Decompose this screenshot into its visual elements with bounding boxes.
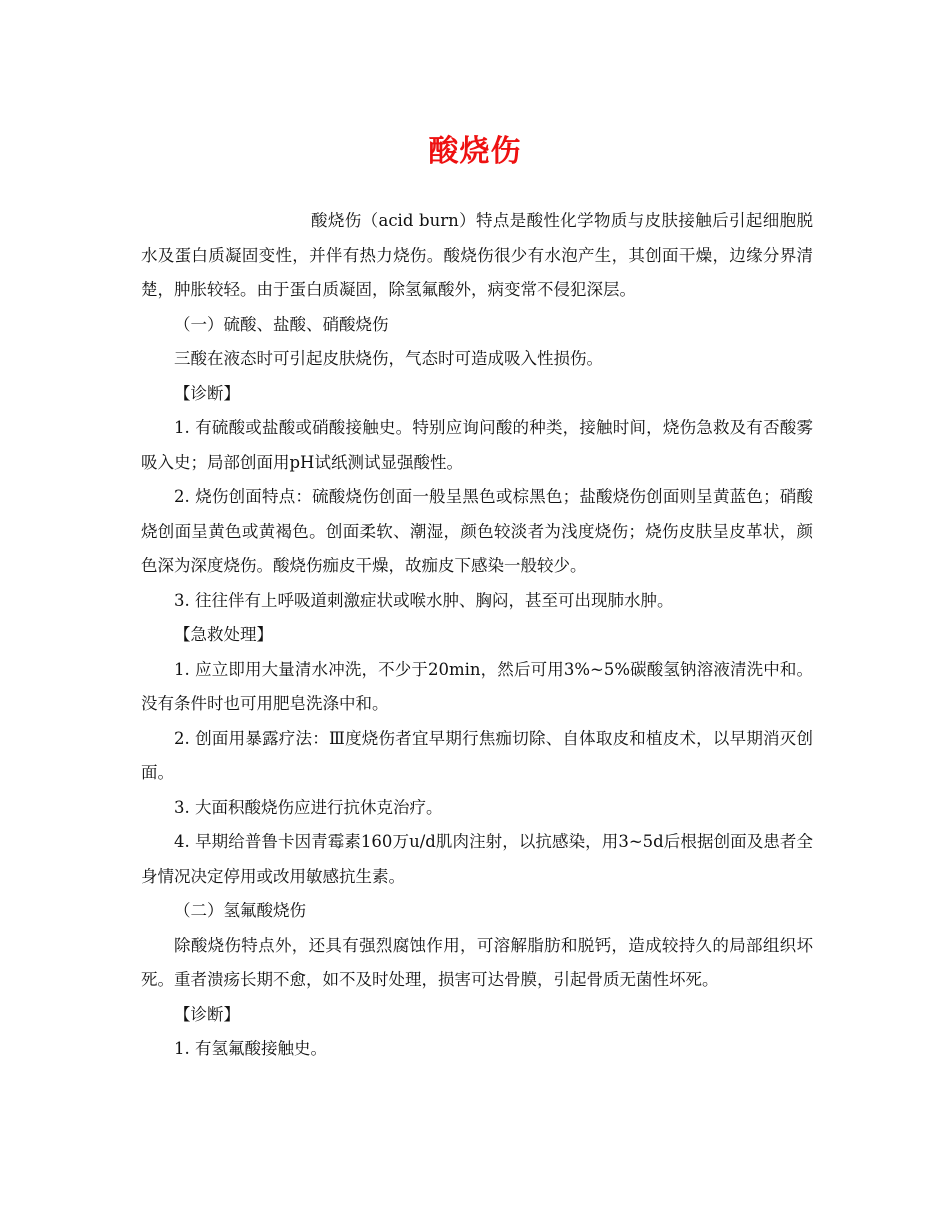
first-aid-item-2: 2. 创面用暴露疗法：Ⅲ度烧伤者宜早期行焦痂切除、自体取皮和植皮术，以早期消灭创面。 (141, 728, 813, 782)
paragraph-hydrofluoric-features: 除酸烧伤特点外，还具有强烈腐蚀作用，可溶解脂肪和脱钙，造成较持久的局部组织坏死。重者溃疡长期不愈，如不及时处理，损害可达骨膜，引起骨质无菌性坏死。 (141, 935, 813, 989)
diagnosis-item-1: 1. 有硫酸或盐酸或硝酸接触史。特别应询问酸的种类，接触时间，烧伤急救及有否酸雾吸入史；局部创面用pH试纸测试显强酸性。 (141, 418, 813, 472)
page-title: 酸烧伤 (428, 134, 522, 169)
diagnosis-item-3: 3. 往往伴有上呼吸道刺激症状或喉水肿、胸闷，甚至可出现肺水肿。 (174, 590, 674, 610)
heading-diagnosis-1: 【诊断】 (174, 383, 240, 403)
diagnosis-item-2: 2. 烧伤创面特点：硫酸烧伤创面一般呈黑色或棕黑色；盐酸烧伤创面则呈黄蓝色；硝酸烧创面呈黄色或黄褐色。创面柔软、潮湿，颜色较淡者为浅度烧伤；烧伤皮肤呈皮革状，颜色深为深度烧伤。酸烧伤痂皮干燥，故痂皮下感染一般较少。 (141, 487, 813, 575)
first-aid-item-1: 1. 应立即用大量清水冲洗，不少于20min，然后可用3%~5%碳酸氢钠溶液清洗中和。没有条件时也可用肥皂洗涤中和。 (141, 659, 813, 713)
heading-first-aid: 【急救处理】 (174, 625, 273, 644)
intro-paragraph: 酸烧伤（acid burn）特点是酸性化学物质与皮肤接触后引起细胞脱水及蛋白质凝固变性，并伴有热力烧伤。酸烧伤很少有水泡产生，其创面干燥，边缘分界清楚，肿胀较轻。由于蛋白质凝固，除氢氟酸外，病变常不侵犯深层。 (141, 211, 813, 299)
section-heading-hydrofluoric: （二）氢氟酸烧伤 (174, 901, 306, 920)
section-heading-strong-acids: （一）硫酸、盐酸、硝酸烧伤 (174, 314, 389, 334)
diagnosis-hf-item-1: 1. 有氢氟酸接触史。 (174, 1039, 327, 1058)
first-aid-item-3: 3. 大面积酸烧伤应进行抗休克治疗。 (174, 797, 443, 817)
paragraph-inhalation: 三酸在液态时可引起皮肤烧伤，气态时可造成吸入性损伤。 (174, 349, 603, 368)
document-body (141, 204, 813, 1067)
first-aid-item-4: 4. 早期给普鲁卡因青霉素160万u/d肌肉注射，以抗感染，用3~5d后根据创面及患者全身情况决定停用或改用敏感抗生素。 (141, 832, 813, 886)
heading-diagnosis-2: 【诊断】 (174, 1004, 240, 1024)
